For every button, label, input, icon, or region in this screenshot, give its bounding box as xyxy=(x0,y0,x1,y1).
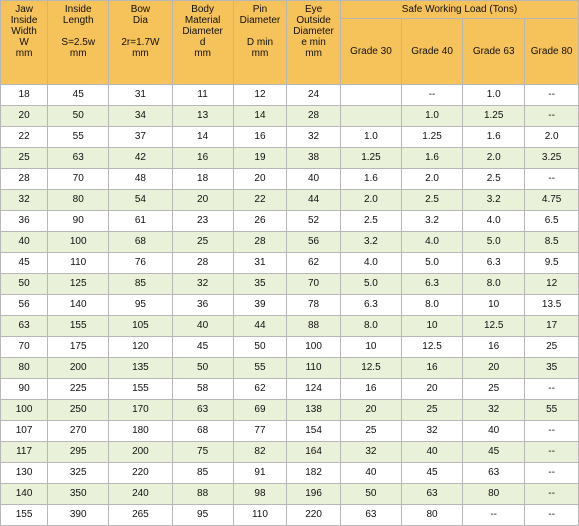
cell-bow-dia: 31 xyxy=(109,85,172,106)
cell-body-diameter: 45 xyxy=(172,337,233,358)
cell-grade-80: -- xyxy=(525,106,579,127)
cell-inside-length: 250 xyxy=(48,400,109,421)
table-row xyxy=(1,295,579,316)
cell-grade-40: 25 xyxy=(401,400,462,421)
cell-grade-63: 3.2 xyxy=(463,190,525,211)
cell-grade-80: 8.5 xyxy=(525,232,579,253)
cell-grade-40: 3.2 xyxy=(401,211,462,232)
cell-eye-diameter: 70 xyxy=(287,274,341,295)
table-row xyxy=(1,316,579,337)
cell-eye-diameter: 56 xyxy=(287,232,341,253)
cell-eye-diameter: 182 xyxy=(287,463,341,484)
header-grade-80: Grade 80 xyxy=(525,19,579,85)
cell-body-diameter: 40 xyxy=(172,316,233,337)
cell-grade-40: 5.0 xyxy=(401,253,462,274)
table-row xyxy=(1,505,579,526)
cell-jaw-width: 45 xyxy=(1,253,48,274)
cell-jaw-width: 80 xyxy=(1,358,48,379)
cell-inside-length: 125 xyxy=(48,274,109,295)
header-swl-group: Safe Working Load (Tons) xyxy=(340,1,578,19)
cell-grade-30 xyxy=(340,85,401,106)
cell-grade-63: 80 xyxy=(463,484,525,505)
cell-grade-40: 4.0 xyxy=(401,232,462,253)
cell-grade-80: -- xyxy=(525,85,579,106)
table-row xyxy=(1,358,579,379)
cell-pin-diameter: 28 xyxy=(233,232,287,253)
cell-grade-63: 63 xyxy=(463,463,525,484)
cell-grade-80: 3.25 xyxy=(525,148,579,169)
cell-jaw-width: 56 xyxy=(1,295,48,316)
cell-pin-diameter: 26 xyxy=(233,211,287,232)
cell-grade-40: 20 xyxy=(401,379,462,400)
cell-bow-dia: 155 xyxy=(109,379,172,400)
header-bow-dia: Bow Dia 2r=1.7W mm xyxy=(109,1,172,85)
cell-pin-diameter: 62 xyxy=(233,379,287,400)
cell-jaw-width: 90 xyxy=(1,379,48,400)
cell-grade-63: 40 xyxy=(463,421,525,442)
cell-inside-length: 55 xyxy=(48,127,109,148)
cell-grade-63: 45 xyxy=(463,442,525,463)
table-row xyxy=(1,148,579,169)
cell-pin-diameter: 110 xyxy=(233,505,287,526)
cell-jaw-width: 28 xyxy=(1,169,48,190)
cell-grade-30: 16 xyxy=(340,379,401,400)
cell-body-diameter: 58 xyxy=(172,379,233,400)
cell-bow-dia: 54 xyxy=(109,190,172,211)
cell-jaw-width: 40 xyxy=(1,232,48,253)
cell-pin-diameter: 35 xyxy=(233,274,287,295)
cell-grade-40: 2.0 xyxy=(401,169,462,190)
cell-jaw-width: 155 xyxy=(1,505,48,526)
cell-bow-dia: 68 xyxy=(109,232,172,253)
table-row xyxy=(1,337,579,358)
cell-grade-30: 8.0 xyxy=(340,316,401,337)
table-row xyxy=(1,85,579,106)
cell-grade-40: 2.5 xyxy=(401,190,462,211)
table-row xyxy=(1,379,579,400)
cell-jaw-width: 18 xyxy=(1,85,48,106)
cell-eye-diameter: 38 xyxy=(287,148,341,169)
cell-body-diameter: 14 xyxy=(172,127,233,148)
cell-grade-30: 12.5 xyxy=(340,358,401,379)
cell-eye-diameter: 154 xyxy=(287,421,341,442)
cell-body-diameter: 32 xyxy=(172,274,233,295)
cell-inside-length: 70 xyxy=(48,169,109,190)
cell-pin-diameter: 82 xyxy=(233,442,287,463)
cell-grade-40: 45 xyxy=(401,463,462,484)
cell-grade-30: 2.5 xyxy=(340,211,401,232)
cell-jaw-width: 32 xyxy=(1,190,48,211)
cell-grade-30: 4.0 xyxy=(340,253,401,274)
cell-pin-diameter: 31 xyxy=(233,253,287,274)
cell-grade-30: 20 xyxy=(340,400,401,421)
cell-grade-80: -- xyxy=(525,442,579,463)
cell-inside-length: 80 xyxy=(48,190,109,211)
cell-body-diameter: 75 xyxy=(172,442,233,463)
cell-pin-diameter: 77 xyxy=(233,421,287,442)
table-row xyxy=(1,421,579,442)
cell-body-diameter: 25 xyxy=(172,232,233,253)
cell-bow-dia: 37 xyxy=(109,127,172,148)
cell-eye-diameter: 164 xyxy=(287,442,341,463)
cell-bow-dia: 135 xyxy=(109,358,172,379)
cell-pin-diameter: 22 xyxy=(233,190,287,211)
cell-jaw-width: 130 xyxy=(1,463,48,484)
cell-body-diameter: 18 xyxy=(172,169,233,190)
cell-grade-40: 10 xyxy=(401,316,462,337)
cell-bow-dia: 42 xyxy=(109,148,172,169)
cell-jaw-width: 70 xyxy=(1,337,48,358)
cell-jaw-width: 22 xyxy=(1,127,48,148)
cell-body-diameter: 20 xyxy=(172,190,233,211)
cell-grade-63: 1.6 xyxy=(463,127,525,148)
cell-grade-30: 6.3 xyxy=(340,295,401,316)
cell-grade-30: 10 xyxy=(340,337,401,358)
cell-body-diameter: 50 xyxy=(172,358,233,379)
cell-bow-dia: 240 xyxy=(109,484,172,505)
cell-grade-40: 80 xyxy=(401,505,462,526)
cell-grade-80: 13.5 xyxy=(525,295,579,316)
header-jaw-width: Jaw Inside Width W mm xyxy=(1,1,48,85)
cell-eye-diameter: 40 xyxy=(287,169,341,190)
cell-jaw-width: 140 xyxy=(1,484,48,505)
table-row xyxy=(1,253,579,274)
cell-grade-40: -- xyxy=(401,85,462,106)
cell-grade-40: 1.0 xyxy=(401,106,462,127)
cell-body-diameter: 68 xyxy=(172,421,233,442)
cell-body-diameter: 63 xyxy=(172,400,233,421)
cell-bow-dia: 48 xyxy=(109,169,172,190)
cell-pin-diameter: 44 xyxy=(233,316,287,337)
cell-body-diameter: 95 xyxy=(172,505,233,526)
cell-grade-30 xyxy=(340,106,401,127)
cell-bow-dia: 180 xyxy=(109,421,172,442)
table-row xyxy=(1,106,579,127)
cell-body-diameter: 16 xyxy=(172,148,233,169)
cell-bow-dia: 220 xyxy=(109,463,172,484)
cell-inside-length: 225 xyxy=(48,379,109,400)
cell-grade-30: 3.2 xyxy=(340,232,401,253)
cell-bow-dia: 105 xyxy=(109,316,172,337)
cell-grade-80: 4.75 xyxy=(525,190,579,211)
table-row xyxy=(1,463,579,484)
cell-grade-30: 5.0 xyxy=(340,274,401,295)
cell-bow-dia: 200 xyxy=(109,442,172,463)
cell-grade-63: 2.5 xyxy=(463,169,525,190)
cell-grade-30: 1.6 xyxy=(340,169,401,190)
cell-jaw-width: 36 xyxy=(1,211,48,232)
cell-grade-63: 32 xyxy=(463,400,525,421)
cell-pin-diameter: 14 xyxy=(233,106,287,127)
cell-grade-80: -- xyxy=(525,169,579,190)
cell-grade-30: 2.0 xyxy=(340,190,401,211)
cell-inside-length: 45 xyxy=(48,85,109,106)
cell-grade-30: 25 xyxy=(340,421,401,442)
cell-jaw-width: 63 xyxy=(1,316,48,337)
cell-grade-40: 12.5 xyxy=(401,337,462,358)
cell-grade-80: 55 xyxy=(525,400,579,421)
table-row xyxy=(1,190,579,211)
cell-body-diameter: 13 xyxy=(172,106,233,127)
cell-jaw-width: 20 xyxy=(1,106,48,127)
cell-grade-63: 5.0 xyxy=(463,232,525,253)
cell-bow-dia: 85 xyxy=(109,274,172,295)
cell-eye-diameter: 44 xyxy=(287,190,341,211)
cell-bow-dia: 170 xyxy=(109,400,172,421)
cell-grade-80: 9.5 xyxy=(525,253,579,274)
cell-jaw-width: 50 xyxy=(1,274,48,295)
cell-pin-diameter: 69 xyxy=(233,400,287,421)
cell-grade-80: -- xyxy=(525,463,579,484)
cell-inside-length: 350 xyxy=(48,484,109,505)
header-inside-length: Inside Length S=2.5w mm xyxy=(48,1,109,85)
cell-grade-40: 32 xyxy=(401,421,462,442)
cell-jaw-width: 107 xyxy=(1,421,48,442)
table-row xyxy=(1,211,579,232)
cell-inside-length: 295 xyxy=(48,442,109,463)
cell-inside-length: 175 xyxy=(48,337,109,358)
cell-eye-diameter: 24 xyxy=(287,85,341,106)
cell-eye-diameter: 100 xyxy=(287,337,341,358)
cell-grade-80: 25 xyxy=(525,337,579,358)
cell-grade-80: 12 xyxy=(525,274,579,295)
header-body-diameter: Body Material Diameter d mm xyxy=(172,1,233,85)
cell-grade-63: 2.0 xyxy=(463,148,525,169)
cell-grade-30: 1.0 xyxy=(340,127,401,148)
cell-grade-30: 50 xyxy=(340,484,401,505)
cell-grade-80: 35 xyxy=(525,358,579,379)
cell-pin-diameter: 91 xyxy=(233,463,287,484)
cell-eye-diameter: 220 xyxy=(287,505,341,526)
cell-inside-length: 325 xyxy=(48,463,109,484)
cell-grade-80: 17 xyxy=(525,316,579,337)
cell-body-diameter: 85 xyxy=(172,463,233,484)
table-row xyxy=(1,442,579,463)
cell-grade-63: 1.25 xyxy=(463,106,525,127)
cell-body-diameter: 88 xyxy=(172,484,233,505)
cell-grade-63: 12.5 xyxy=(463,316,525,337)
cell-grade-63: 8.0 xyxy=(463,274,525,295)
cell-body-diameter: 36 xyxy=(172,295,233,316)
cell-eye-diameter: 196 xyxy=(287,484,341,505)
cell-grade-30: 40 xyxy=(340,463,401,484)
cell-inside-length: 200 xyxy=(48,358,109,379)
cell-bow-dia: 76 xyxy=(109,253,172,274)
cell-pin-diameter: 39 xyxy=(233,295,287,316)
cell-grade-30: 63 xyxy=(340,505,401,526)
cell-grade-80: -- xyxy=(525,484,579,505)
cell-eye-diameter: 110 xyxy=(287,358,341,379)
cell-eye-diameter: 88 xyxy=(287,316,341,337)
cell-grade-40: 1.6 xyxy=(401,148,462,169)
cell-pin-diameter: 98 xyxy=(233,484,287,505)
cell-pin-diameter: 55 xyxy=(233,358,287,379)
cell-jaw-width: 25 xyxy=(1,148,48,169)
table-row xyxy=(1,127,579,148)
cell-inside-length: 63 xyxy=(48,148,109,169)
cell-grade-40: 8.0 xyxy=(401,295,462,316)
cell-grade-63: 16 xyxy=(463,337,525,358)
cell-inside-length: 110 xyxy=(48,253,109,274)
cell-inside-length: 50 xyxy=(48,106,109,127)
cell-grade-63: 1.0 xyxy=(463,85,525,106)
cell-grade-30: 1.25 xyxy=(340,148,401,169)
cell-body-diameter: 11 xyxy=(172,85,233,106)
table-body xyxy=(1,85,579,526)
cell-grade-80: -- xyxy=(525,421,579,442)
cell-grade-63: 25 xyxy=(463,379,525,400)
cell-eye-diameter: 124 xyxy=(287,379,341,400)
cell-inside-length: 390 xyxy=(48,505,109,526)
cell-grade-40: 63 xyxy=(401,484,462,505)
cell-inside-length: 155 xyxy=(48,316,109,337)
cell-inside-length: 140 xyxy=(48,295,109,316)
cell-grade-80: 6.5 xyxy=(525,211,579,232)
cell-eye-diameter: 138 xyxy=(287,400,341,421)
cell-eye-diameter: 62 xyxy=(287,253,341,274)
cell-grade-63: 20 xyxy=(463,358,525,379)
cell-bow-dia: 120 xyxy=(109,337,172,358)
cell-grade-63: -- xyxy=(463,505,525,526)
cell-inside-length: 270 xyxy=(48,421,109,442)
cell-pin-diameter: 12 xyxy=(233,85,287,106)
cell-grade-40: 1.25 xyxy=(401,127,462,148)
cell-bow-dia: 95 xyxy=(109,295,172,316)
header-grade-40: Grade 40 xyxy=(401,19,462,85)
header-grade-30: Grade 30 xyxy=(340,19,401,85)
table-row xyxy=(1,400,579,421)
cell-jaw-width: 100 xyxy=(1,400,48,421)
table-row xyxy=(1,169,579,190)
cell-grade-63: 6.3 xyxy=(463,253,525,274)
header-pin-diameter: Pin Diameter D min mm xyxy=(233,1,287,85)
cell-pin-diameter: 20 xyxy=(233,169,287,190)
cell-bow-dia: 265 xyxy=(109,505,172,526)
cell-grade-63: 10 xyxy=(463,295,525,316)
cell-pin-diameter: 16 xyxy=(233,127,287,148)
cell-eye-diameter: 52 xyxy=(287,211,341,232)
cell-grade-30: 32 xyxy=(340,442,401,463)
cell-body-diameter: 28 xyxy=(172,253,233,274)
cell-jaw-width: 117 xyxy=(1,442,48,463)
cell-grade-40: 6.3 xyxy=(401,274,462,295)
header-eye-diameter: Eye Outside Diameter e min mm xyxy=(287,1,341,85)
cell-grade-80: -- xyxy=(525,379,579,400)
cell-grade-80: 2.0 xyxy=(525,127,579,148)
cell-pin-diameter: 19 xyxy=(233,148,287,169)
table-row xyxy=(1,232,579,253)
cell-grade-40: 40 xyxy=(401,442,462,463)
cell-eye-diameter: 78 xyxy=(287,295,341,316)
cell-bow-dia: 34 xyxy=(109,106,172,127)
table-row xyxy=(1,274,579,295)
cell-inside-length: 90 xyxy=(48,211,109,232)
cell-eye-diameter: 28 xyxy=(287,106,341,127)
table-header xyxy=(1,1,579,85)
cell-pin-diameter: 50 xyxy=(233,337,287,358)
cell-grade-63: 4.0 xyxy=(463,211,525,232)
cell-inside-length: 100 xyxy=(48,232,109,253)
header-grade-63: Grade 63 xyxy=(463,19,525,85)
cell-body-diameter: 23 xyxy=(172,211,233,232)
table-row xyxy=(1,484,579,505)
cell-eye-diameter: 32 xyxy=(287,127,341,148)
cell-bow-dia: 61 xyxy=(109,211,172,232)
cell-grade-80: -- xyxy=(525,505,579,526)
cell-grade-40: 16 xyxy=(401,358,462,379)
